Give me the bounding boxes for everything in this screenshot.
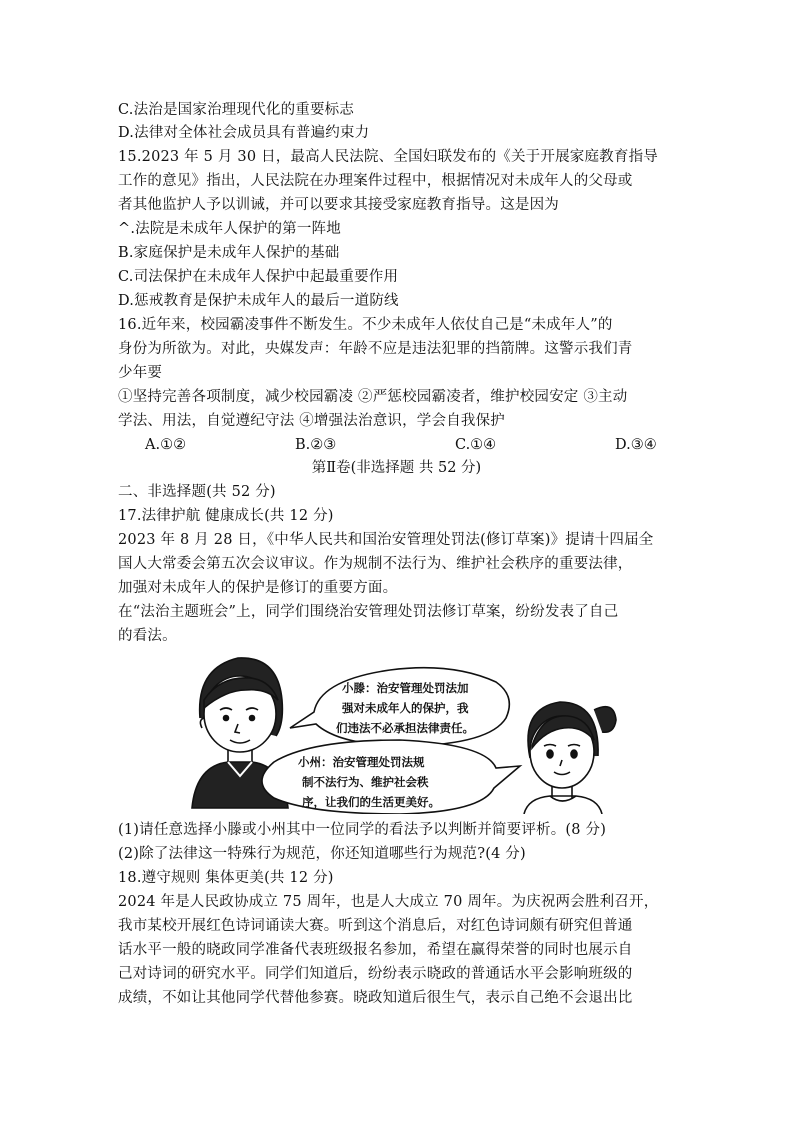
statement-list: ①坚持完善各项制度，减少校园霸凌 ②严惩校园霸凌者，维护校园安定 ③主动	[118, 389, 628, 405]
speech-bubble-xiaoteng	[290, 668, 509, 746]
bubble2-line: 制不法行为、维护社会秩	[302, 775, 429, 789]
section-title: 第Ⅱ卷(非选择题 共 52 分)	[311, 460, 482, 476]
question-18-title: 18.遵守规则 集体更美(共 12 分)	[118, 870, 334, 886]
text-line: C.法治是国家治理现代化的重要标志	[118, 102, 355, 118]
text-line: 2023 年 8 月 28 日，《中华人民共和国治安管理处罚法(修订草案)》提请十四届全	[118, 532, 654, 548]
subquestion-1: (1)请任意选择小滕或小州其中一位同学的看法予以判断并简要评析。(8 分)	[118, 822, 607, 838]
statement-list: 学法、用法，自觉遵纪守法 ④增强法治意识，学会自我保护	[118, 413, 506, 429]
text-line: 工作的意见》指出，人民法院在办理案件过程中，根据情况对未成年人的父母或	[118, 173, 633, 189]
text-line: 成绩，不如让其他同学代替他参赛。晓政知道后很生气，表示自己绝不会退出比	[118, 990, 633, 1006]
option-b: B.家庭保护是未成年人保护的基础	[118, 245, 340, 261]
speech-bubble-xiaozhou	[262, 740, 520, 814]
subquestion-2: (2)除了法律这一特殊行为规范，你还知道哪些行为规范?(4 分)	[118, 846, 526, 862]
question-17-title: 17.法律护航 健康成长(共 12 分)	[118, 508, 334, 524]
bubble2-line: 小州：治安管理处罚法规	[298, 755, 425, 769]
option-d: D.惩戒教育是保护未成年人的最后一道防线	[118, 293, 399, 309]
bubble2-line: 序，让我们的生活更美好。	[302, 795, 440, 809]
text-line: 在“法治主题班会”上，同学们围绕治安管理处罚法修订草案，纷纷发表了自己	[118, 604, 619, 620]
text-line: 加强对未成年人的保护是修订的重要方面。	[118, 580, 398, 596]
text-line: 少年要	[118, 365, 163, 381]
bubble1-line: 们违法不必承担法律责任。	[336, 721, 474, 735]
q16-option-b: B.②③	[295, 437, 337, 453]
text-line: 身份为所欲为。对此，央媒发声：年龄不应是违法犯罪的挡箭牌。这警示我们青	[118, 341, 633, 357]
text-line: 话水平一般的晓政同学准备代表班级报名参加，希望在赢得荣誉的同时也展示自	[118, 942, 633, 958]
class-meeting-cartoon	[190, 648, 630, 814]
q16-option-d: D.③④	[615, 437, 657, 453]
option-c: C.司法保护在未成年人保护中起最重要作用	[118, 269, 399, 285]
question-15-stem: 15.2023 年 5 月 30 日，最高人民法院、全国妇联发布的《关于开展家庭教育指导	[118, 149, 658, 165]
text-line: 的看法。	[118, 628, 177, 644]
bubble1-line: 小滕：治安管理处罚法加	[342, 681, 469, 695]
bubble1-line: 强对未成年人的保护，我	[342, 701, 469, 715]
part-heading: 二、非选择题(共 52 分)	[118, 484, 276, 500]
girl-figure	[524, 702, 616, 814]
question-16-stem: 16.近年来，校园霸凌事件不断发生。不少未成年人依仗自己是“未成年人”的	[118, 317, 613, 333]
text-line: 我市某校开展红色诗词诵读大赛。听到这个消息后，对红色诗词颇有研究但普通	[118, 918, 633, 934]
text-line: 者其他监护人予以训诫，并可以要求其接受家庭教育指导。这是因为	[118, 197, 559, 213]
option-a: ^.法院是未成年人保护的第一阵地	[118, 221, 341, 237]
text-line: 2024 年是人民政协成立 75 周年，也是人大成立 70 周年。为庆祝两会胜利召开，	[118, 894, 659, 910]
q16-option-a: A.①②	[145, 437, 187, 453]
text-line: 己对诗词的研究水平。同学们知道后，纷纷表示晓政的普通话水平会影响班级的	[118, 966, 633, 982]
q16-option-c: C.①④	[455, 437, 497, 453]
text-line: 国人大常委会第五次会议审议。作为规制不法行为、维护社会秩序的重要法律，	[118, 556, 633, 572]
text-line: D.法律对全体社会成员具有普遍约束力	[118, 125, 370, 141]
